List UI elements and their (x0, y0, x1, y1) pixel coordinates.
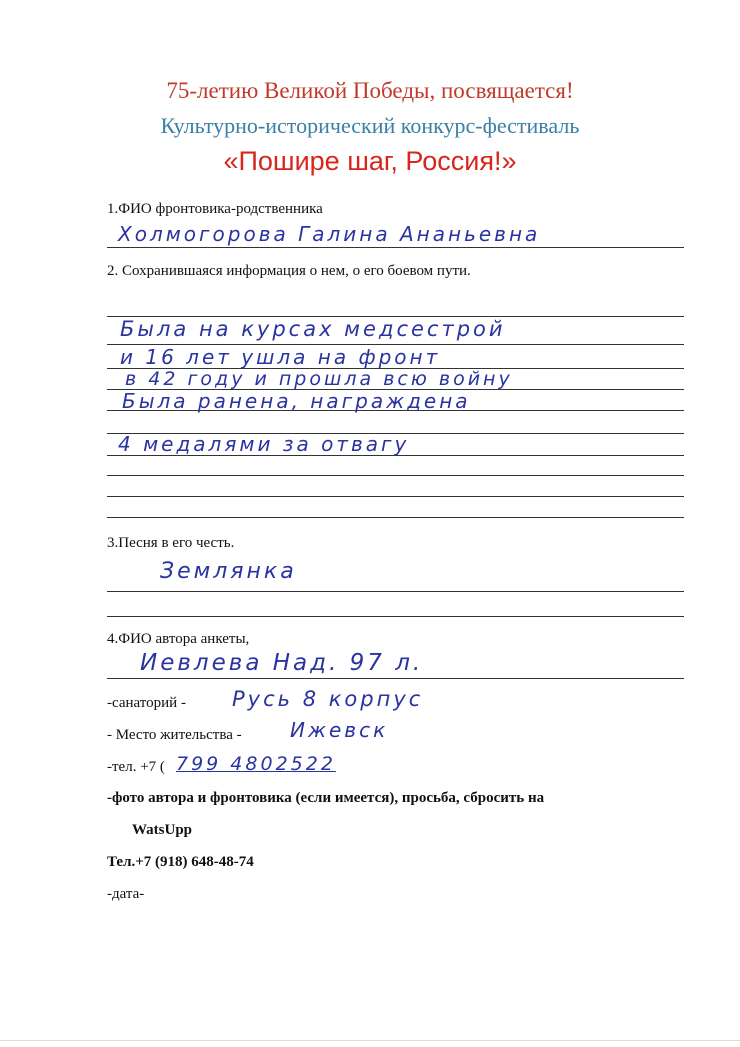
question-2-answer-line: Была ранена, награждена (122, 389, 471, 413)
header-line-1: 75-летию Великой Победы, посвящается! (166, 78, 574, 103)
residence-label: - Место жительства - (107, 727, 242, 743)
answer-line (107, 475, 684, 476)
sanatorium-label: -санаторий - (107, 695, 186, 711)
question-1-answer: Холмогорова Галина Ананьевна (118, 222, 541, 246)
question-2-answer-line: Была на курсах медсестрой (120, 317, 506, 341)
phone-answer: 799 4802522 (176, 753, 336, 775)
question-2-answer-line: в 42 году и прошла всю войну (125, 368, 513, 390)
question-2-label: 2. Сохранившаяся информация о нем, о его боевом пути. (107, 263, 471, 279)
answer-line (107, 247, 684, 248)
header-line-3: «Пошире шаг, Россия!» (223, 146, 517, 176)
answer-line (107, 517, 684, 518)
photo-note: -фото автора и фронтовика (если имеется), просьба, сбросить на (107, 790, 545, 806)
question-2-answer-line: 4 медалями за отвагу (118, 432, 410, 456)
residence-answer: Ижевск (290, 718, 389, 742)
question-3-label: 3.Песня в его честь. (107, 535, 235, 551)
contact-phone: Тел.+7 (918) 648-48-74 (107, 854, 254, 870)
phone-label: -тел. +7 ( (107, 759, 165, 775)
header-line-2: Культурно-исторический конкурс-фестиваль (160, 113, 580, 138)
whatsapp-label: WatsUpp (132, 822, 193, 838)
question-3-answer: Землянка (160, 559, 297, 584)
answer-line (107, 678, 684, 679)
answer-line (107, 616, 684, 617)
date-label: -дата- (107, 886, 145, 902)
question-4-answer: Иевлева Над. 97 л. (140, 650, 424, 676)
question-1-label: 1.ФИО фронтовика-родственника (107, 201, 323, 217)
question-4-label: 4.ФИО автора анкеты, (107, 631, 250, 647)
sanatorium-answer: Русь 8 корпус (232, 687, 424, 711)
answer-line (107, 496, 684, 497)
answer-line (107, 591, 684, 592)
question-2-answer-line: и 16 лет ушла на фронт (120, 345, 441, 369)
page-edge (0, 1040, 740, 1041)
